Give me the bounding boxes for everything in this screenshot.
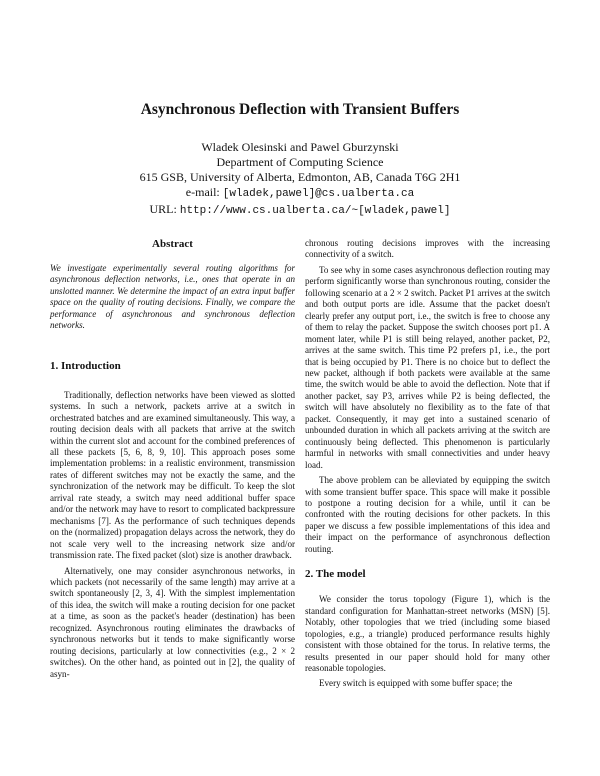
address: 615 GSB, University of Alberta, Edmonton, AB, Canada T6G 2H1 <box>139 170 461 184</box>
email-line <box>100 185 500 202</box>
intro-paragraph-2-continued: chronous routing decisions improves with the increasing connectivity of a switch. <box>305 238 550 260</box>
intro-paragraph-1: Traditionally, deflection networks have been viewed as slotted systems. In such a network, packets arrive at a switch in orchestrated batches and are examined simultaneously. This way, a routing decision deals with all packets that arrive at the switch within the current slot and account for the combined preferences of all these packets [5, 6, 8, 9, 10]. This approach poses some implementation problems: in a realistic environment, transmission rates of different switches may not be exactly the same, and the synchronization of the network may be difficult. To keep the slot arrival rate steady, a switch may need additional buffer space and/or the network may have to resort to complicated backpressure mechanisms [7]. As the performance of such techniques depends on the (normalized) propagation delays across the network, they do not scale very well to the increasing network size and/or transmission rate. The fixed packet (slot) size is another drawback. <box>50 389 295 561</box>
intro-paragraph-2: Alternatively, one may consider asynchronous networks, in which packets (not necessarily of the same length) may arrive at a switch spontaneously [2, 3, 4]. With the simplest implementation of this idea, the switch will make a routing decision for one packet at a time, as soon as the packet's header (destination) has been recognized. Asynchronous routing eliminates the drawbacks of synchronous networks but it tends to make significantly worse routing decisions, particularly at low connectivities (e.g., 2 × 2 switches). On the other hand, as pointed out in [2], the quality of asyn- <box>50 565 295 679</box>
url-label: URL: <box>149 202 180 216</box>
model-heading: 2. The model <box>305 568 366 581</box>
model-paragraph-1: We consider the torus topology (Figure 1), which is the standard configuration for Manhattan-street networks (MSN) [5]. Notably, other topologies that we tried (including some biased topologies, e.g., a triangle) produced performance results highly consistent with those obtained for the torus. In relative terms, the results presented in our paper should hold for many other reasonable topologies. <box>305 594 550 673</box>
url-line <box>100 202 500 219</box>
author-block <box>100 140 500 219</box>
introduction-heading: 1. Introduction <box>50 359 121 372</box>
intro-paragraph-4: The above problem can be alleviated by equipping the switch with some transient buffer space. This space will make it possible to postpone a routing decision for a while, until it can be confronted with the routing decisions for other packets. In this paper we discuss a few possible implementations of this idea and their impact on the performance of asynchronous deflection routing. <box>305 475 550 554</box>
model-paragraph-2: Every switch is equipped with some buffer space; the <box>319 678 513 689</box>
left-column <box>50 238 295 680</box>
email-address[interactable]: [wladek,pawel]@cs.ualberta.ca <box>222 188 415 200</box>
homepage-link[interactable]: http://www.cs.ualberta.ca/~[wladek,pawel] <box>179 205 451 217</box>
abstract-heading: Abstract <box>152 238 193 250</box>
authors: Wladek Olesinski and Pawel Gburzynski <box>201 140 399 154</box>
abstract-text: We investigate experimentally several routing algorithms for asynchronous deflection networks, i.e., ones that operate in an unslotted manner. We determine the impact of an extra input buffer space on the quality of routing decisions. Finally, we compare the performance of asynchronous and synchronous deflection networks. <box>50 263 295 331</box>
paper-title: Asynchronous Deflection with Transient Buffers <box>140 101 460 118</box>
department: Department of Computing Science <box>216 155 384 169</box>
right-column <box>305 238 550 690</box>
email-label: e-mail: <box>185 185 223 199</box>
intro-paragraph-3: To see why in some cases asynchronous deflection routing may perform significantly worse than synchronous routing, consider the following scenario at a 2 × 2 switch. Packet P1 arrives at the switch and both output ports are idle. Assume that the packet doesn't clearly prefer any output port, i.e., the switch is free to choose any of them to relay the packet. Suppose the switch chooses port p1. A moment later, while P1 is still being relayed, another packet, P2, arrives at the same switch. This time P2 prefers p1, i.e., the port that is being occupied by P1. There is no choice but to deflect the new packet, although if both packets were available at the same time, the switch would be able to avoid the deflection. Note that if another packet, say P3, arrives while P2 is being deflected, the switch will have absolutely no flexibility as to the fate of that packet. Consequently, it may get into a sustained scenario of unbounded duration in which all packets arriving at the switch are continuously being deflected. This phenomenon is particularly harmful in networks with small connectivities and under heavy load. <box>305 264 550 470</box>
